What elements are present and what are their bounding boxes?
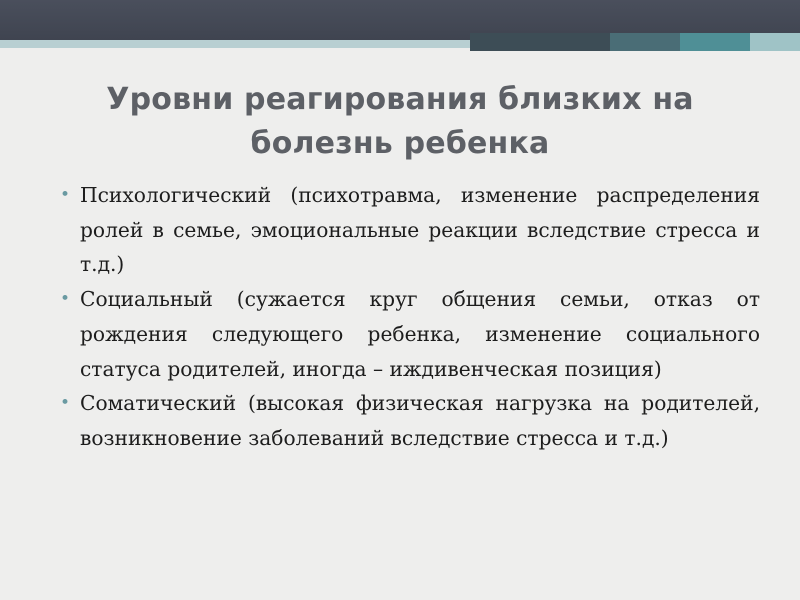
slide-title (40, 78, 760, 166)
bullet-icon: • (60, 289, 71, 310)
bullet-icon: • (60, 393, 71, 414)
bullet-item-social (58, 282, 760, 386)
accent-tile-dark (470, 33, 610, 51)
bullet-text: Соматический (высокая физическая нагрузка на родителей, возникновение заболеваний вследствие стресса и т.д.) (80, 391, 760, 450)
accent-tile-mid (610, 33, 680, 51)
bullet-item-somatic (58, 386, 760, 455)
bullet-text: Психологический (психотравма, изменение распределения ролей в семье, эмоциональные реакции вследствие стресса и т.д.) (80, 183, 760, 277)
accent-tile-light (750, 33, 800, 51)
bullet-text: Социальный (сужается круг общения семьи, отказ от рождения следующего ребенка, изменение социального статуса родителей, иногда – иждивенческая позиция) (80, 287, 760, 381)
bullet-list (58, 178, 760, 456)
slide-title-line-1: Уровни реагирования близких на (106, 82, 694, 117)
slide-title-line-2: болезнь ребенка (250, 126, 550, 161)
bullet-icon: • (60, 185, 71, 205)
bullet-item-psychological (58, 178, 760, 282)
accent-tile-teal (680, 33, 750, 51)
accent-tiles (470, 33, 800, 51)
